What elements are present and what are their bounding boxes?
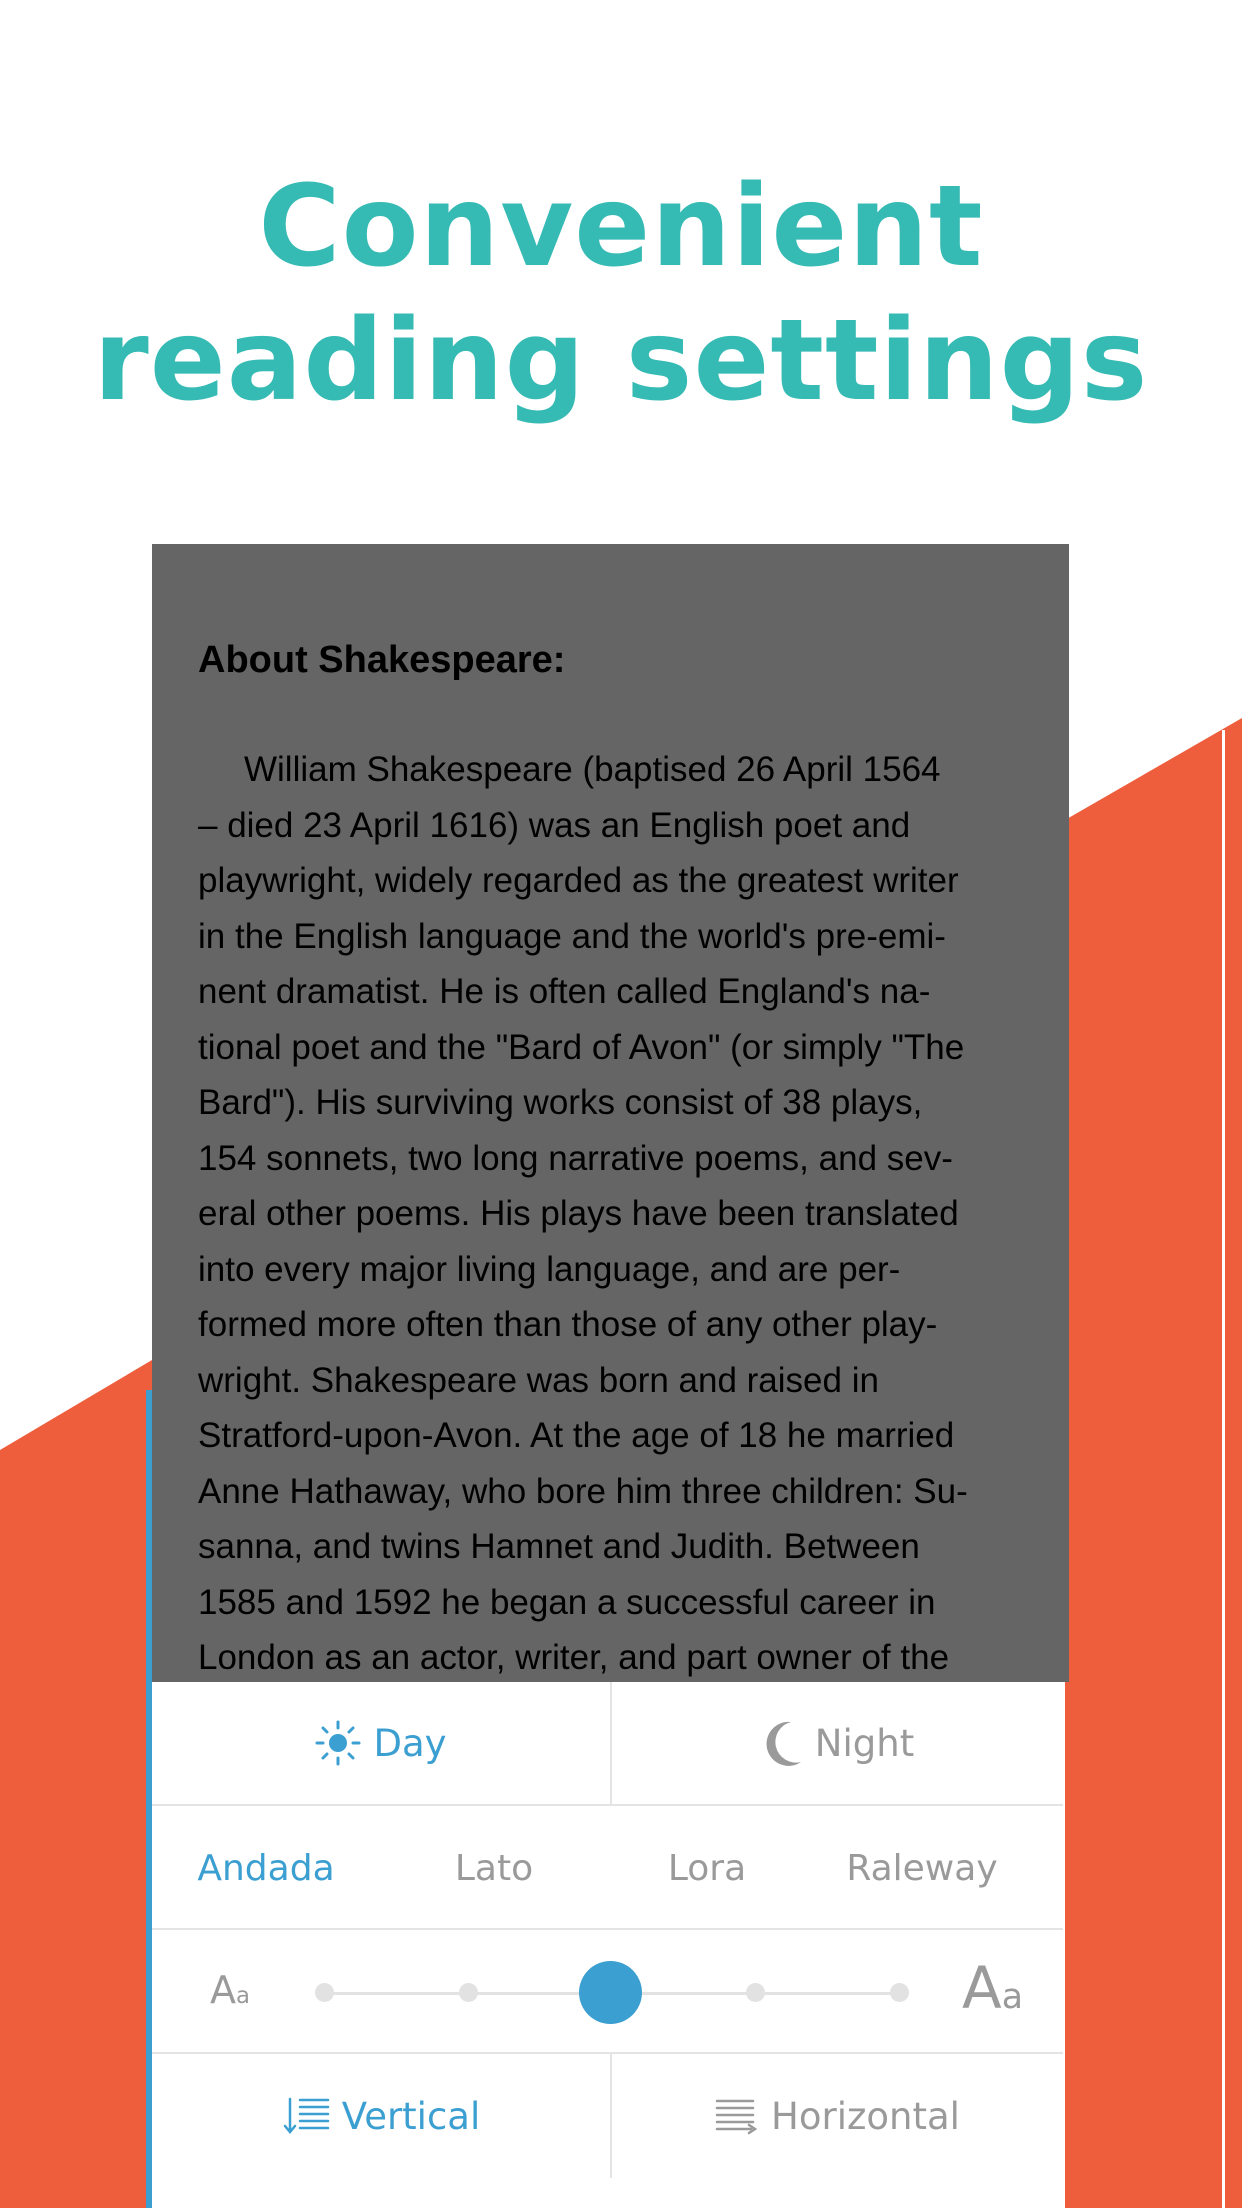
day-mode-label: Day: [373, 1721, 447, 1765]
sun-icon: [315, 1720, 361, 1766]
headline-line-2: reading settings: [93, 296, 1149, 426]
text-line: sanna, and twins Hamnet and Judith. Between: [198, 1527, 920, 1566]
font-size-step[interactable]: [890, 1983, 909, 2002]
headline-line-1: Convenient: [258, 162, 984, 292]
text-line: nent dramatist. He is often called England's na-: [198, 972, 931, 1011]
font-option-raleway[interactable]: Raleway: [846, 1847, 998, 1889]
font-size-row: [152, 1930, 1063, 2054]
text-line: 154 sonnets, two long narrative poems, and sev-: [198, 1138, 953, 1178]
text-line: William Shakespeare (baptised 26 April 1564: [244, 750, 941, 789]
text-line: Stratford-upon-Avon. At the age of 18 he married: [198, 1416, 955, 1455]
text-line: – died 23 April 1616) was an English poet and: [198, 805, 911, 845]
font-size-step[interactable]: [746, 1983, 765, 2002]
night-mode-label: Night: [814, 1721, 915, 1765]
text-line: wright. Shakespeare was born and raised in: [198, 1360, 879, 1400]
headline: [0, 160, 1242, 428]
theme-row: [152, 1682, 1063, 1806]
text-line: Bard"). His surviving works consist of 38 plays,: [198, 1083, 923, 1122]
night-mode-button[interactable]: [610, 1682, 1063, 1804]
horizontal-scroll-icon: [715, 2097, 759, 2135]
text-line: into every major living language, and are per-: [198, 1249, 901, 1289]
text-line: tional poet and the "Bard of Avon" (or simply "The: [198, 1027, 965, 1067]
font-option-andada[interactable]: Andada: [197, 1847, 335, 1889]
reader-page[interactable]: [152, 544, 1069, 1682]
vertical-scroll-icon: [282, 2096, 330, 2136]
text-line: Anne Hathaway, who bore him three children: Su-: [198, 1471, 968, 1511]
horizontal-scroll-button[interactable]: [610, 2054, 1063, 2178]
font-option-lato[interactable]: Lato: [454, 1847, 534, 1889]
decrease-font-size-icon[interactable]: Aa: [210, 1968, 250, 2012]
reading-settings-panel: [152, 1682, 1063, 2208]
horizontal-scroll-label: Horizontal: [771, 2094, 960, 2138]
text-line: in the English language and the world's pre-emi-: [198, 916, 946, 956]
moon-icon: [761, 1719, 803, 1767]
scroll-direction-row: [152, 2054, 1063, 2208]
text-line: London as an actor, writer, and part owner of the: [198, 1638, 950, 1677]
chapter-title: About Shakespeare:: [198, 639, 566, 681]
font-size-slider-thumb[interactable]: [579, 1961, 642, 2024]
font-size-step[interactable]: [315, 1983, 334, 2002]
phone-screen: [152, 544, 1069, 2208]
font-family-row: [152, 1806, 1063, 1930]
vertical-scroll-button[interactable]: [152, 2054, 610, 2178]
chapter-paragraph: [198, 742, 1024, 1682]
vertical-scroll-label: Vertical: [341, 2094, 481, 2138]
text-line: playwright, widely regarded as the greatest writer: [198, 861, 959, 900]
font-option-lora[interactable]: Lora: [667, 1847, 747, 1889]
text-line: eral other poems. His plays have been translated: [198, 1194, 959, 1233]
font-size-step[interactable]: [459, 1983, 478, 2002]
text-line: 1585 and 1592 he began a successful career in: [198, 1582, 936, 1622]
increase-font-size-icon[interactable]: Aa: [962, 1954, 1024, 2022]
text-line: formed more often than those of any other play-: [198, 1305, 938, 1344]
day-mode-button[interactable]: [152, 1682, 610, 1804]
